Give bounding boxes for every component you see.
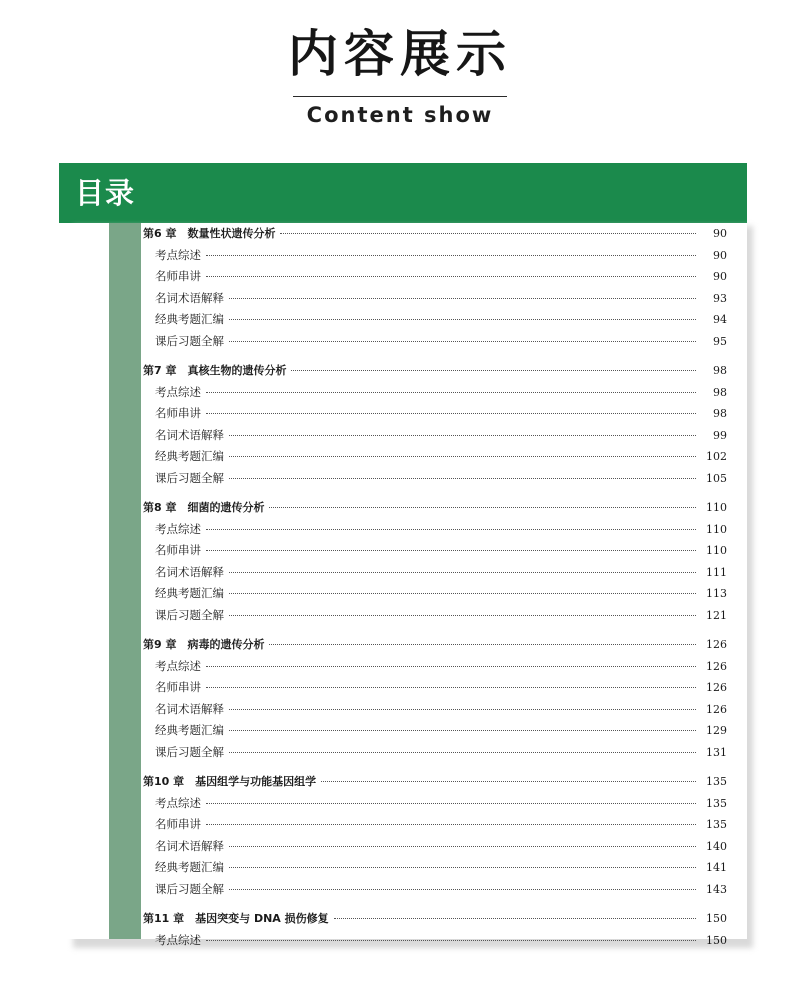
dot-leader xyxy=(269,644,696,645)
toc-page-number: 150 xyxy=(706,933,727,947)
toc-chapter-heading[interactable] xyxy=(141,908,729,930)
toc-chapter-heading[interactable] xyxy=(141,360,729,382)
toc-chapter xyxy=(141,223,729,352)
toc-chapter-heading[interactable] xyxy=(141,771,729,793)
toc-entry-label: 名师串讲 xyxy=(155,543,201,557)
toc-section-entry[interactable] xyxy=(141,266,729,288)
toc-page-number: 110 xyxy=(706,544,727,557)
toc-page-number: 98 xyxy=(713,364,727,377)
dot-leader xyxy=(229,867,696,868)
toc-entry-label: 课后习题全解 xyxy=(155,470,224,485)
toc-section-entry[interactable] xyxy=(141,677,729,699)
dot-leader xyxy=(206,550,696,551)
dot-leader xyxy=(229,615,696,616)
toc-chapter-heading[interactable] xyxy=(141,634,729,656)
toc-section-entry[interactable] xyxy=(141,309,729,331)
toc-chapter xyxy=(141,497,729,626)
dot-leader xyxy=(229,846,696,847)
toc-page-number: 113 xyxy=(706,587,727,600)
toc-entry-label: 经典考题汇编 xyxy=(155,312,224,326)
toc-page-number: 98 xyxy=(713,407,727,420)
title-divider xyxy=(293,96,507,97)
toc-entry-label: 名词术语解释 xyxy=(155,427,224,442)
toc-entry-label: 经典考题汇编 xyxy=(155,449,224,463)
dot-leader xyxy=(229,752,696,753)
toc-banner xyxy=(59,163,747,223)
toc-chapter xyxy=(141,634,729,763)
dot-leader xyxy=(206,803,696,804)
dot-leader xyxy=(229,319,696,320)
toc-entry-label: 经典考题汇编 xyxy=(155,860,224,874)
toc-entry-label: 考点综述 xyxy=(155,521,201,536)
dot-leader xyxy=(206,824,696,825)
toc-list xyxy=(141,223,729,959)
toc-heading: 目录 xyxy=(75,176,136,210)
toc-page-number: 135 xyxy=(706,818,727,831)
toc-section-entry[interactable] xyxy=(141,656,729,678)
toc-chapter-heading[interactable] xyxy=(141,497,729,519)
toc-entry-label: 经典考题汇编 xyxy=(155,586,224,600)
toc-entry-label: 第7 章 真核生物的遗传分析 xyxy=(143,364,287,377)
toc-section-entry[interactable] xyxy=(141,814,729,836)
toc-section-entry[interactable] xyxy=(141,720,729,742)
dot-leader xyxy=(206,413,696,414)
toc-chapter xyxy=(141,771,729,900)
toc-chapter xyxy=(141,360,729,489)
toc-section-entry[interactable] xyxy=(141,446,729,468)
dot-leader xyxy=(229,456,696,457)
toc-page-number: 141 xyxy=(706,861,727,874)
toc-page-number: 90 xyxy=(713,270,727,283)
dot-leader xyxy=(206,529,696,530)
dot-leader xyxy=(321,781,696,782)
toc-page-number: 102 xyxy=(706,450,727,463)
toc-page-number: 126 xyxy=(706,681,727,694)
toc-section-entry[interactable] xyxy=(141,540,729,562)
toc-page-number: 95 xyxy=(713,334,727,348)
toc-page-number: 93 xyxy=(713,291,727,305)
toc-chapter-heading[interactable] xyxy=(141,223,729,245)
toc-chapter xyxy=(141,908,729,951)
toc-section-entry[interactable] xyxy=(141,403,729,425)
toc-page-number: 129 xyxy=(706,724,727,737)
toc-section-entry[interactable] xyxy=(141,468,729,490)
toc-page xyxy=(59,223,747,947)
dot-leader xyxy=(229,435,696,436)
toc-page-number: 121 xyxy=(706,608,727,622)
toc-entry-label: 名师串讲 xyxy=(155,680,201,694)
toc-page-number: 111 xyxy=(706,565,727,579)
toc-section-entry[interactable] xyxy=(141,425,729,447)
toc-page-number: 98 xyxy=(713,385,727,399)
toc-entry-label: 考点综述 xyxy=(155,795,201,810)
toc-section-entry[interactable] xyxy=(141,583,729,605)
toc-page-number: 126 xyxy=(706,638,727,651)
toc-section-entry[interactable] xyxy=(141,245,729,267)
dot-leader xyxy=(229,341,696,342)
toc-entry-label: 第11 章 基因突变与 DNA 损伤修复 xyxy=(143,912,329,925)
toc-page-number: 105 xyxy=(706,471,727,485)
toc-entry-label: 课后习题全解 xyxy=(155,881,224,896)
toc-page-number: 90 xyxy=(713,227,727,240)
dot-leader xyxy=(229,478,696,479)
toc-section-entry[interactable] xyxy=(141,836,729,858)
toc-section-entry[interactable] xyxy=(141,562,729,584)
toc-section-entry[interactable] xyxy=(141,879,729,901)
toc-entry-label: 课后习题全解 xyxy=(155,333,224,348)
toc-section-entry[interactable] xyxy=(141,857,729,879)
toc-section-entry[interactable] xyxy=(141,519,729,541)
toc-page-number: 126 xyxy=(706,659,727,673)
page-subtitle: Content show xyxy=(306,103,494,127)
toc-entry-label: 考点综述 xyxy=(155,384,201,399)
toc-page-number: 110 xyxy=(706,522,727,536)
toc-page-number: 99 xyxy=(713,428,727,442)
toc-entry-label: 第9 章 病毒的遗传分析 xyxy=(143,638,265,651)
toc-page-number: 126 xyxy=(706,702,727,716)
toc-entry-label: 名词术语解释 xyxy=(155,564,224,579)
dot-leader xyxy=(206,687,696,688)
toc-entry-label: 第8 章 细菌的遗传分析 xyxy=(143,501,265,514)
dot-leader xyxy=(229,298,696,299)
toc-entry-label: 考点综述 xyxy=(155,932,201,947)
toc-entry-label: 考点综述 xyxy=(155,247,201,262)
toc-entry-label: 第10 章 基因组学与功能基因组学 xyxy=(143,775,317,788)
toc-page-number: 94 xyxy=(713,313,727,326)
toc-entry-label: 名词术语解释 xyxy=(155,701,224,716)
toc-entry-label: 名师串讲 xyxy=(155,269,201,283)
toc-section-entry[interactable] xyxy=(141,742,729,764)
toc-section-entry[interactable] xyxy=(141,699,729,721)
dot-leader xyxy=(229,730,696,731)
dot-leader xyxy=(206,276,696,277)
toc-entry-label: 名词术语解释 xyxy=(155,838,224,853)
dot-leader xyxy=(206,392,696,393)
dot-leader xyxy=(206,940,696,941)
toc-page-number: 135 xyxy=(706,796,727,810)
toc-section-entry[interactable] xyxy=(141,605,729,627)
dot-leader xyxy=(206,255,696,256)
toc-section-entry[interactable] xyxy=(141,288,729,310)
page-title: 内容展示 xyxy=(288,24,512,83)
toc-entry-label: 第6 章 数量性状遗传分析 xyxy=(143,227,276,240)
toc-page-number: 140 xyxy=(706,839,727,853)
toc-content xyxy=(141,223,729,947)
dot-leader xyxy=(334,918,696,919)
dot-leader xyxy=(229,572,696,573)
dot-leader xyxy=(269,507,696,508)
toc-page-number: 143 xyxy=(706,882,727,896)
toc-entry-label: 名师串讲 xyxy=(155,817,201,831)
toc-entry-label: 考点综述 xyxy=(155,658,201,673)
dot-leader xyxy=(280,233,696,234)
dot-leader xyxy=(229,593,696,594)
toc-page-number: 90 xyxy=(713,248,727,262)
toc-section-entry[interactable] xyxy=(141,331,729,353)
dot-leader xyxy=(291,370,696,371)
toc-entry-label: 课后习题全解 xyxy=(155,744,224,759)
toc-section-entry[interactable] xyxy=(141,930,729,952)
toc-entry-label: 名师串讲 xyxy=(155,406,201,420)
toc-page-number: 131 xyxy=(706,745,727,759)
dot-leader xyxy=(206,666,696,667)
dot-leader xyxy=(229,709,696,710)
toc-page-number: 135 xyxy=(706,775,727,788)
toc-page-number: 150 xyxy=(706,912,727,925)
toc-section-entry[interactable] xyxy=(141,382,729,404)
toc-entry-label: 经典考题汇编 xyxy=(155,723,224,737)
toc-page-number: 110 xyxy=(706,501,727,514)
toc-section-entry[interactable] xyxy=(141,793,729,815)
dot-leader xyxy=(229,889,696,890)
toc-entry-label: 课后习题全解 xyxy=(155,607,224,622)
toc-entry-label: 名词术语解释 xyxy=(155,290,224,305)
